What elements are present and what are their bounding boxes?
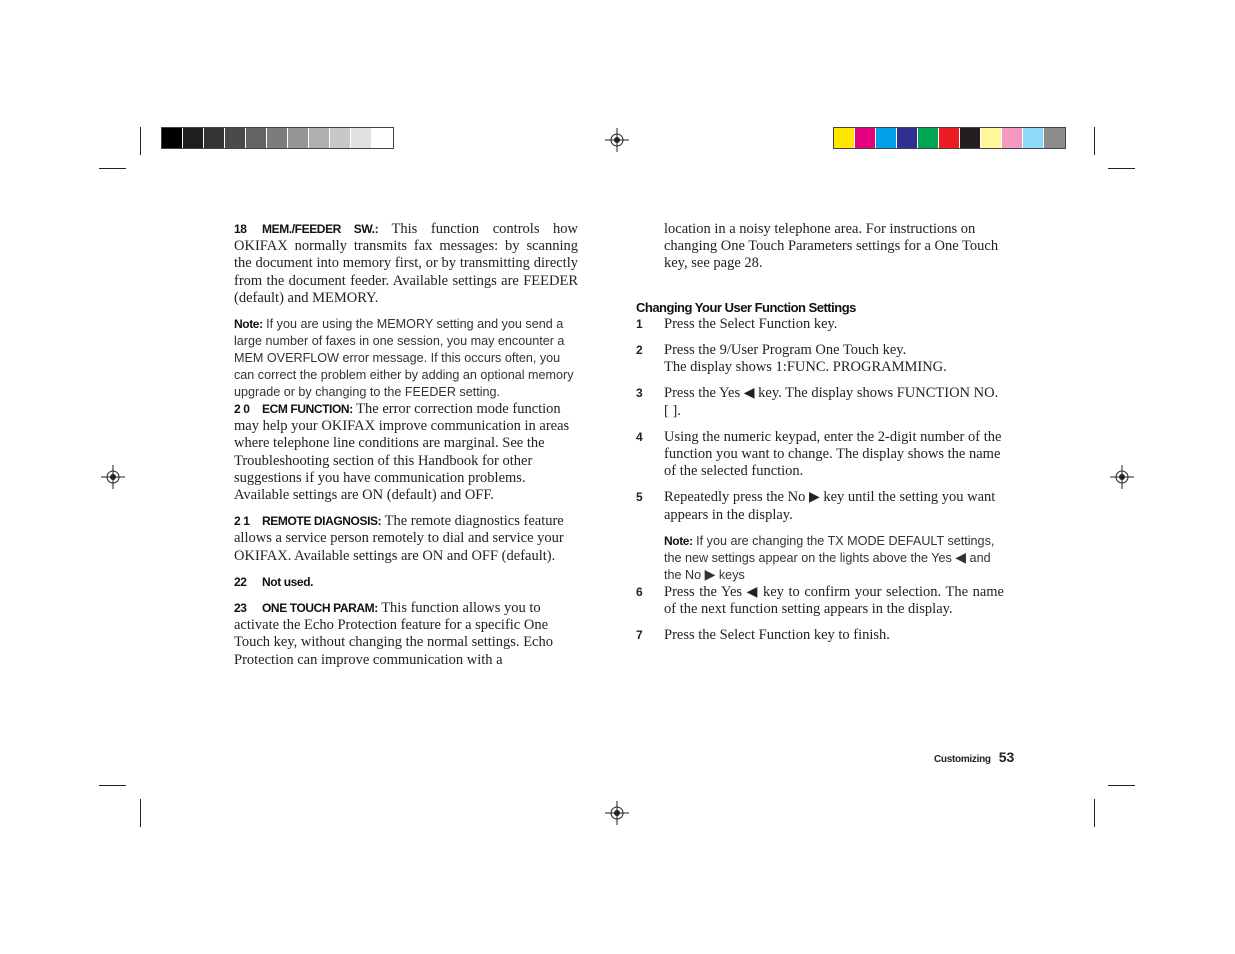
step-text: Using the numeric keypad, enter the 2-digit number of the function you want to change. The display shows the name of the selected function. — [664, 428, 1002, 480]
item-18 — [234, 221, 578, 307]
yes-key-left-arrow-icon: ◀ — [743, 385, 755, 402]
step-text: key until the setting you want appears in the display. — [664, 489, 996, 523]
crop-mark — [140, 127, 141, 155]
page-number: 53 — [998, 749, 1015, 765]
step-body — [664, 489, 1004, 523]
step-number: 4 — [636, 429, 643, 444]
note-memory — [234, 316, 578, 401]
no-key-right-arrow-icon: ▶ — [704, 566, 716, 583]
color-swatch — [162, 128, 183, 148]
section-heading: Changing Your User Function Settings — [636, 299, 856, 315]
no-key-right-arrow-icon: ▶ — [808, 489, 820, 506]
left-column — [234, 221, 578, 678]
step-body — [664, 385, 1004, 419]
step-body — [664, 584, 1004, 618]
page-footer — [934, 749, 1014, 767]
yes-key-left-arrow-icon: ◀ — [746, 583, 759, 600]
step-6 — [636, 584, 1004, 618]
color-swatch — [855, 128, 876, 148]
color-swatch — [981, 128, 1002, 148]
note-label: Note: — [234, 317, 263, 332]
color-swatch — [897, 128, 918, 148]
item-heading: MEM./FEEDER SW.: — [262, 222, 379, 236]
step-5 — [636, 489, 1004, 523]
step-1 — [636, 316, 1004, 333]
step-text: Press the Yes — [664, 583, 747, 600]
right-column — [636, 221, 1004, 653]
grayscale-calibration-bar — [161, 127, 394, 149]
item-text: The error correction mode function may help your OKIFAX improve communication in areas where telephone line conditions are marginal. See the Troubleshooting section of this Handbook for other suggestions if you have communication problems. Available settings are ON (default) and OFF. — [234, 401, 570, 504]
crop-mark — [1094, 799, 1095, 827]
note-tx-mode — [636, 533, 1004, 584]
color-swatch — [918, 128, 939, 148]
item-number: 2 0 — [234, 402, 250, 417]
color-swatch — [876, 128, 897, 148]
crop-mark — [1108, 785, 1135, 786]
note-text: If you are using the MEMORY setting and you send a large number of faxes in one session, you may encounter a MEM OVERFLOW error message. If this occurs often, you can correct the problem either by adding an optional memory upgrade or by changing to the FEEDER setting. — [234, 317, 574, 400]
item-text: This function allows you to activate the Echo Protection feature for a specific One Touch key, without changing the normal settings. Echo Protection can improve communication with a — [234, 600, 553, 668]
step-number: 2 — [636, 343, 643, 358]
note-label: Note: — [664, 533, 693, 548]
step-number: 1 — [636, 316, 643, 331]
note-text: If you are changing the TX MODE DEFAULT settings, the new settings appear on the lights above the Yes — [664, 533, 995, 565]
step-number: 6 — [636, 584, 643, 599]
registration-mark-icon — [1110, 465, 1134, 489]
item-heading: REMOTE DIAGNOSIS: — [262, 514, 382, 529]
color-swatch — [1002, 128, 1023, 148]
step-number: 7 — [636, 628, 643, 643]
note-text: and the No — [664, 550, 991, 582]
registration-mark-icon — [605, 801, 629, 825]
color-swatch — [267, 128, 288, 148]
step-text-secondary: The display shows 1:FUNC. PROGRAMMING. — [664, 359, 947, 376]
item-text: This function controls how OKIFAX normally transmits fax messages: by scanning the document into memory first, or by transmitting directly from the document feeder. Available settings are FEEDER (default) and MEMORY. — [234, 221, 578, 306]
color-swatch — [351, 128, 372, 148]
item-number: 2 1 — [234, 514, 250, 529]
step-body — [664, 342, 1004, 376]
registration-mark-icon — [605, 128, 629, 152]
color-swatch — [939, 128, 960, 148]
yes-key-left-arrow-icon: ◀ — [955, 549, 967, 566]
step-number: 3 — [636, 386, 643, 401]
color-swatch — [372, 128, 393, 148]
crop-mark — [99, 168, 126, 169]
color-swatch — [1023, 128, 1044, 148]
color-swatch — [960, 128, 981, 148]
color-swatch — [330, 128, 351, 148]
color-swatch — [204, 128, 225, 148]
step-number: 5 — [636, 490, 643, 505]
color-swatch — [225, 128, 246, 148]
step-text: Press the 9/User Program One Touch key. — [664, 342, 907, 359]
footer-section-label: Customizing — [934, 754, 991, 765]
color-calibration-bar — [833, 127, 1066, 149]
step-4 — [636, 429, 1004, 481]
item-23 — [234, 600, 578, 669]
step-3 — [636, 385, 1004, 419]
color-swatch — [183, 128, 204, 148]
step-text: Repeatedly press the No — [664, 489, 809, 506]
item-20 — [234, 401, 578, 504]
step-7 — [636, 627, 1004, 644]
color-swatch — [834, 128, 855, 148]
step-text: Press the Yes — [664, 385, 744, 402]
item-number: 18 — [234, 222, 247, 236]
note-text: keys — [715, 567, 745, 582]
item-heading: ECM FUNCTION: — [262, 402, 353, 417]
item-number: 23 — [234, 601, 247, 616]
continuation: location in a noisy telephone area. For instructions on changing One Touch Parameters settings for a One Touch key, see page 28. — [664, 221, 999, 272]
item-number: 22 — [234, 574, 247, 589]
item-text: The remote diagnostics feature allows a service person remotely to dial and service your OKIFAX. Available settings are ON and OFF (default). — [234, 513, 564, 564]
color-swatch — [288, 128, 309, 148]
crop-mark — [1108, 168, 1135, 169]
color-swatch — [246, 128, 267, 148]
item-22 — [234, 574, 578, 591]
color-swatch — [1044, 128, 1065, 148]
crop-mark — [140, 799, 141, 827]
step-text: Press the Select Function key to finish. — [664, 627, 890, 644]
step-text: Press the Select Function key. — [664, 315, 838, 332]
crop-mark — [99, 785, 126, 786]
item-21 — [234, 513, 578, 565]
color-swatch — [309, 128, 330, 148]
crop-mark — [1094, 127, 1095, 155]
item-heading: Not used. — [262, 574, 314, 589]
step-text: key to confirm your selection. The name of the next function setting appears in the display. — [664, 583, 1004, 618]
continuation-text — [636, 221, 1004, 273]
registration-mark-icon — [101, 465, 125, 489]
step-text: key. The display shows FUNCTION NO. [ ]. — [664, 385, 999, 419]
item-heading: ONE TOUCH PARAM: — [262, 601, 378, 616]
step-2 — [636, 342, 1004, 376]
